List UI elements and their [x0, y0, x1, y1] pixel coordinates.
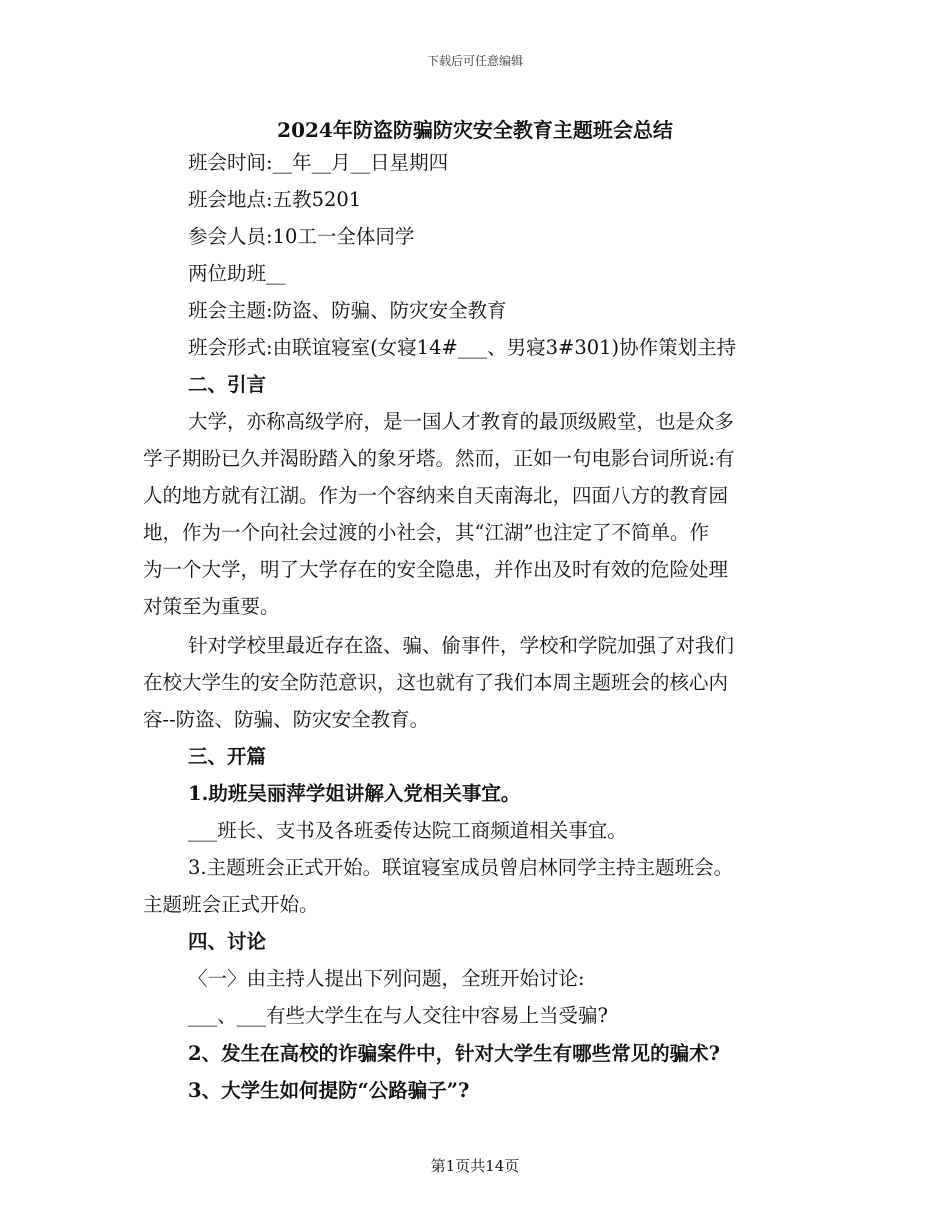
intro-paragraph-1-line: 地，作为一个向社会过渡的小社会，其“江湖”也注定了不简单。作	[143, 521, 709, 544]
intro-paragraph-1-line: 为一个大学，明了大学存在的安全隐患，并作出及时有效的危险处理	[143, 558, 729, 581]
opening-item-3: 3.主题班会正式开始。联谊寝室成员曾启林同学主持主题班会。	[188, 856, 734, 879]
discussion-intro: 〈一〉由主持人提出下列问题，全班开始讨论:	[188, 967, 585, 990]
intro-paragraph-2-line: 在校大学生的安全防范意识，这也就有了我们本周主题班会的核心内	[143, 671, 729, 694]
discussion-question-1: ___、___有些大学生在与人交往中容易上当受骗?	[188, 1004, 608, 1027]
intro-paragraph-1-line: 学子期盼已久并渴盼踏入的象牙塔。然而，正如一句电影台词所说:有	[143, 447, 735, 470]
meta-theme: 班会主题:防盗、防骗、防灾安全教育	[188, 299, 507, 322]
opening-item-3-cont: 主题班会正式开始。	[143, 893, 319, 916]
meta-format: 班会形式:由联谊寝室(女寝14#___、男寝3#301)协作策划主持	[188, 336, 737, 359]
meta-time: 班会时间:__年__月__日星期四	[188, 151, 449, 174]
meta-attendees: 参会人员:10工一全体同学	[188, 225, 415, 248]
opening-item-1: 1.助班吴丽萍学姐讲解入党相关事宜。	[188, 782, 521, 805]
section-heading-opening: 三、开篇	[188, 745, 267, 768]
section-heading-discussion: 四、讨论	[188, 930, 267, 953]
meta-location: 班会地点:五教5201	[188, 188, 362, 211]
page-footer: 第1页共14页	[430, 1157, 520, 1175]
intro-paragraph-2-line: 容--防盗、防骗、防灾安全教育。	[143, 708, 430, 731]
discussion-question-2: 2、发生在高校的诈骗案件中，针对大学生有哪些常见的骗术?	[188, 1042, 720, 1065]
discussion-question-3: 3、大学生如何提防“公路骗子”?	[188, 1079, 470, 1102]
meta-assistants: 两位助班__	[188, 262, 286, 285]
document-title: 2024年防盗防骗防灾安全教育主题班会总结	[277, 118, 673, 142]
page-header: 下载后可任意编辑	[426, 54, 523, 68]
intro-paragraph-1-line: 大学，亦称高级学府，是一国人才教育的最顶级殿堂，也是众多	[188, 410, 735, 433]
intro-paragraph-1-line: 人的地方就有江湖。作为一个容纳来自天南海北，四面八方的教育园	[143, 484, 729, 507]
intro-paragraph-2-line: 针对学校里最近存在盗、骗、偷事件，学校和学院加强了对我们	[188, 634, 735, 657]
section-heading-intro: 二、引言	[188, 373, 267, 396]
opening-item-2: ___班长、支书及各班委传达院工商频道相关事宜。	[188, 819, 627, 842]
intro-paragraph-1-line: 对策至为重要。	[143, 595, 280, 618]
